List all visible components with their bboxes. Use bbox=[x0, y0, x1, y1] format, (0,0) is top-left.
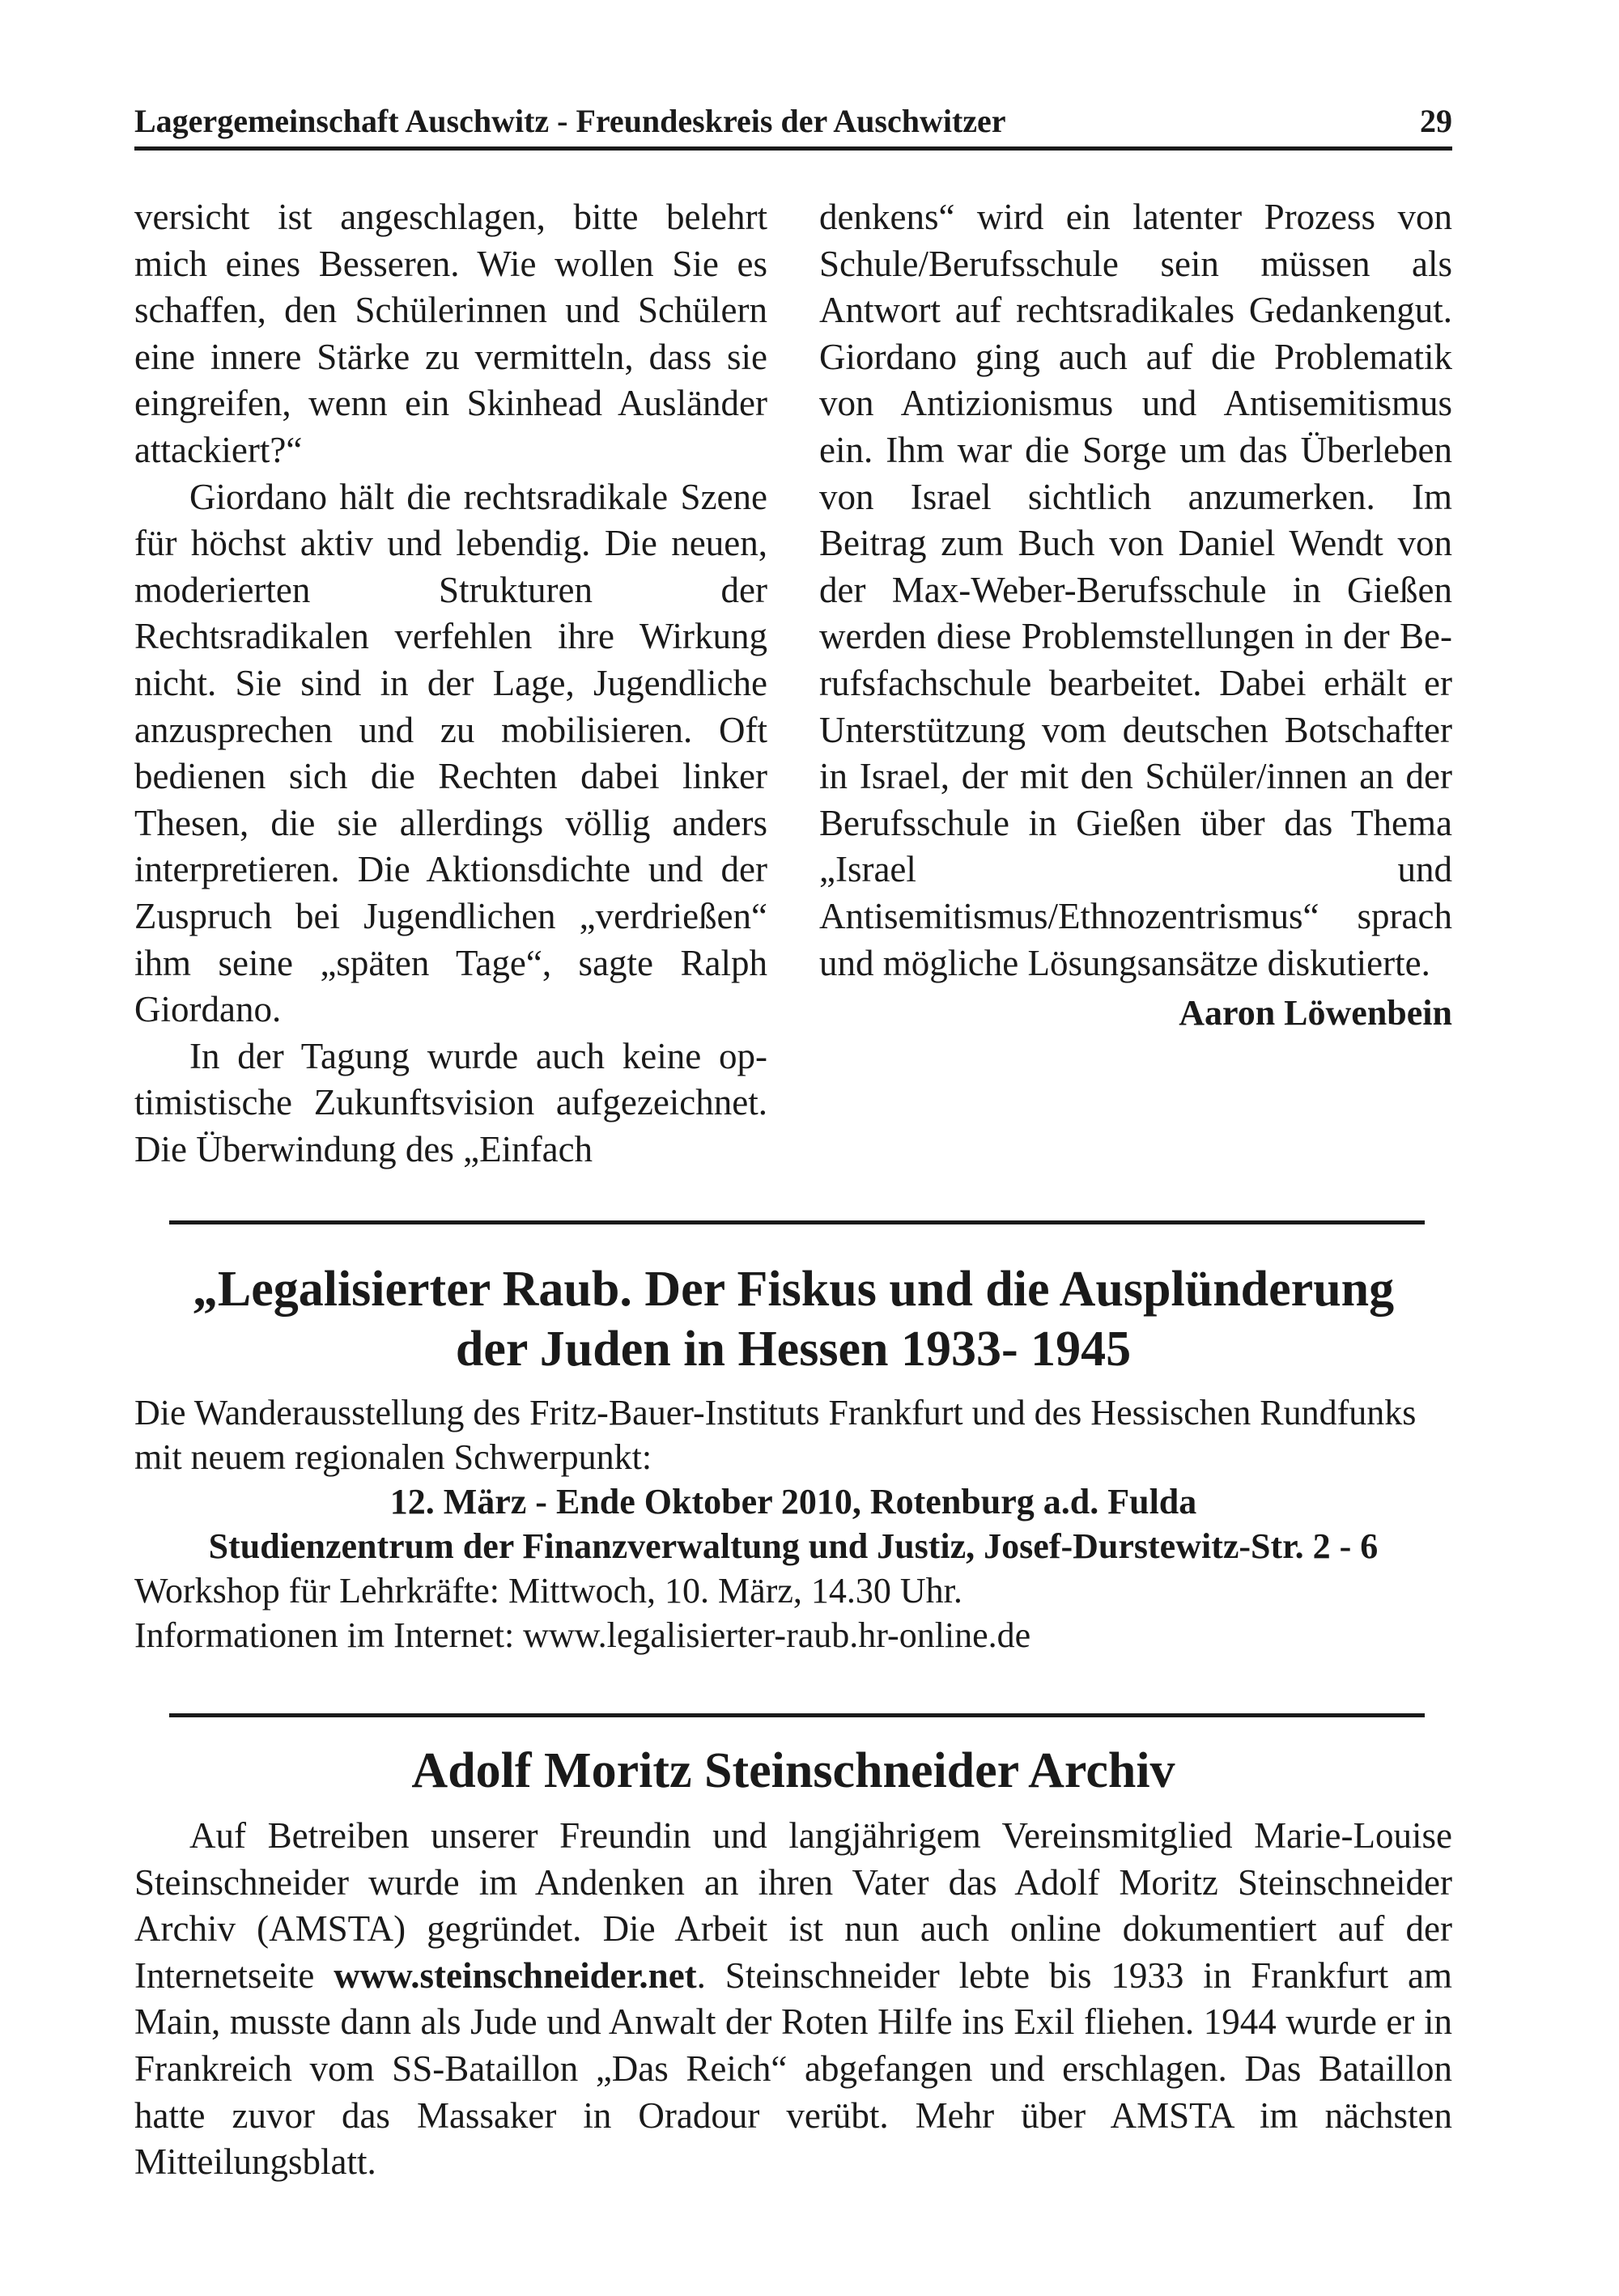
page-number: 29 bbox=[1420, 103, 1452, 139]
archive-title: Adolf Moritz Steinschneider Archiv bbox=[411, 1743, 1175, 1798]
archive-text bbox=[134, 1813, 1452, 2186]
archive-text-part: . Steinschneider lebte bis 1933 in Frankfurt am Main, musste dann als Jude und Anwalt der Roten Hilfe ins Exil fliehen. 1944 wurde er in Frankreich vom SS-Bataillon „Das Reich“ abgefangen und erschlagen. Das Bataillon hatte zuvor das Massaker in Oradour verübt. Mehr über AMSTA im nächsten Mitteilungsblatt. bbox=[134, 1954, 1453, 2183]
archive-text-part: Auf Betreiben unserer Freundin und langjährigem Vereinsmitglied Marie-Louise Steinschneider wurde im Andenken an ihren Vater das Adolf Moritz Steinschneider Archiv (AMSTA) gegründet. Die Arbeit ist nun auch online dokumentiert auf der Internetseite bbox=[134, 1815, 1452, 1996]
paragraph: denkens“ wird ein latenter Prozess von Schule/Berufsschule sein müssen als Antwort auf rechtsradikales Gedankengut. Giordano ging auch auf die Problematik von Antizionismus und Antisemitismus ein. Ihm war die Sorge um das Überleben von Israel sichtlich anzumerken. Im Beitrag zum Buch von Daniel Wendt von der Max-Weber-Berufsschule in Gießen werden diese Problemstellungen in der Berufsfachschule bearbeitet. Dabei erhält er Unterstützung vom deutschen Botschafter in Israel, der mit den Schüler/innen an der Berufsschule in Gießen über das Thema „Israel und Antisemitismus/Ethnozentrismus“ sprach und mögliche Lösungsansätze diskutierte. bbox=[819, 197, 1452, 983]
left-column bbox=[134, 194, 767, 1173]
article-columns bbox=[134, 194, 1452, 1173]
right-column bbox=[819, 194, 1452, 1173]
author-signature: Aaron Löwenbein bbox=[1179, 993, 1452, 1033]
paragraph: Giordano hält die rechtsradikale Szene für höchst aktiv und lebendig. Die neuen, moderierten Strukturen der Rechtsradikalen verfehlen ihre Wirkung nicht. Sie sind in der Lage, Jugendliche anzusprechen und zu mobilisieren. Oft bedienen sich die Rechten dabei linker Thesen, die sie allerdings völlig anders interpretieren. Die Aktionsdichte und der Zuspruch bei Jugendlichen „verdrießen“ ihm seine „späten Tage“, sagte Ralph Giordano. bbox=[134, 476, 767, 1030]
exhibition-venue: Studienzentrum der Finanzverwaltung und Justiz, Josef-Durstewitz-Str. 2 - 6 bbox=[208, 1526, 1379, 1566]
section-divider bbox=[169, 1713, 1425, 1717]
paragraph: In der Tagung wurde auch keine optimistische Zukunftsvision aufgezeichnet. Die Überwindung des „Einfach bbox=[134, 1035, 767, 1169]
paragraph: versicht ist angeschlagen, bitte belehrt mich eines Besseren. Wie wollen Sie es schaffen, den Schülerinnen und Schülern eine innere Stärke zu vermitteln, dass sie eingreifen, wenn ein Skinhead Ausländer attackiert?“ bbox=[134, 197, 767, 470]
section-divider bbox=[169, 1220, 1425, 1224]
exhibition-intro: Die Wanderausstellung des Fritz-Bauer-Instituts Frankfurt und des Hessischen Rundfunks mit neuem regionalen Schwerpunkt: bbox=[134, 1393, 1417, 1477]
archive-website: www.steinschneider.net bbox=[334, 1954, 697, 1996]
exhibition-dates: 12. März - Ende Oktober 2010, Rotenburg a.d. Fulda bbox=[389, 1482, 1197, 1521]
running-title: Lagergemeinschaft Auschwitz - Freundeskreis der Auschwitzer bbox=[134, 103, 1006, 139]
exhibition-workshop: Workshop für Lehrkräfte: Mittwoch, 10. März, 14.30 Uhr. bbox=[134, 1571, 962, 1611]
exhibition-title bbox=[134, 1259, 1452, 1379]
exhibition-title-line: „Legalisierter Raub. Der Fiskus und die Ausplünderung bbox=[192, 1262, 1395, 1317]
exhibition-body bbox=[134, 1390, 1452, 1657]
exhibition-title-line: der Juden in Hessen 1933- 1945 bbox=[455, 1322, 1132, 1377]
exhibition-notice bbox=[134, 1259, 1452, 1657]
page-header bbox=[134, 97, 1452, 151]
exhibition-internet: Informationen im Internet: www.legalisierter-raub.hr-online.de bbox=[134, 1615, 1031, 1655]
archive-notice bbox=[134, 1738, 1452, 2186]
